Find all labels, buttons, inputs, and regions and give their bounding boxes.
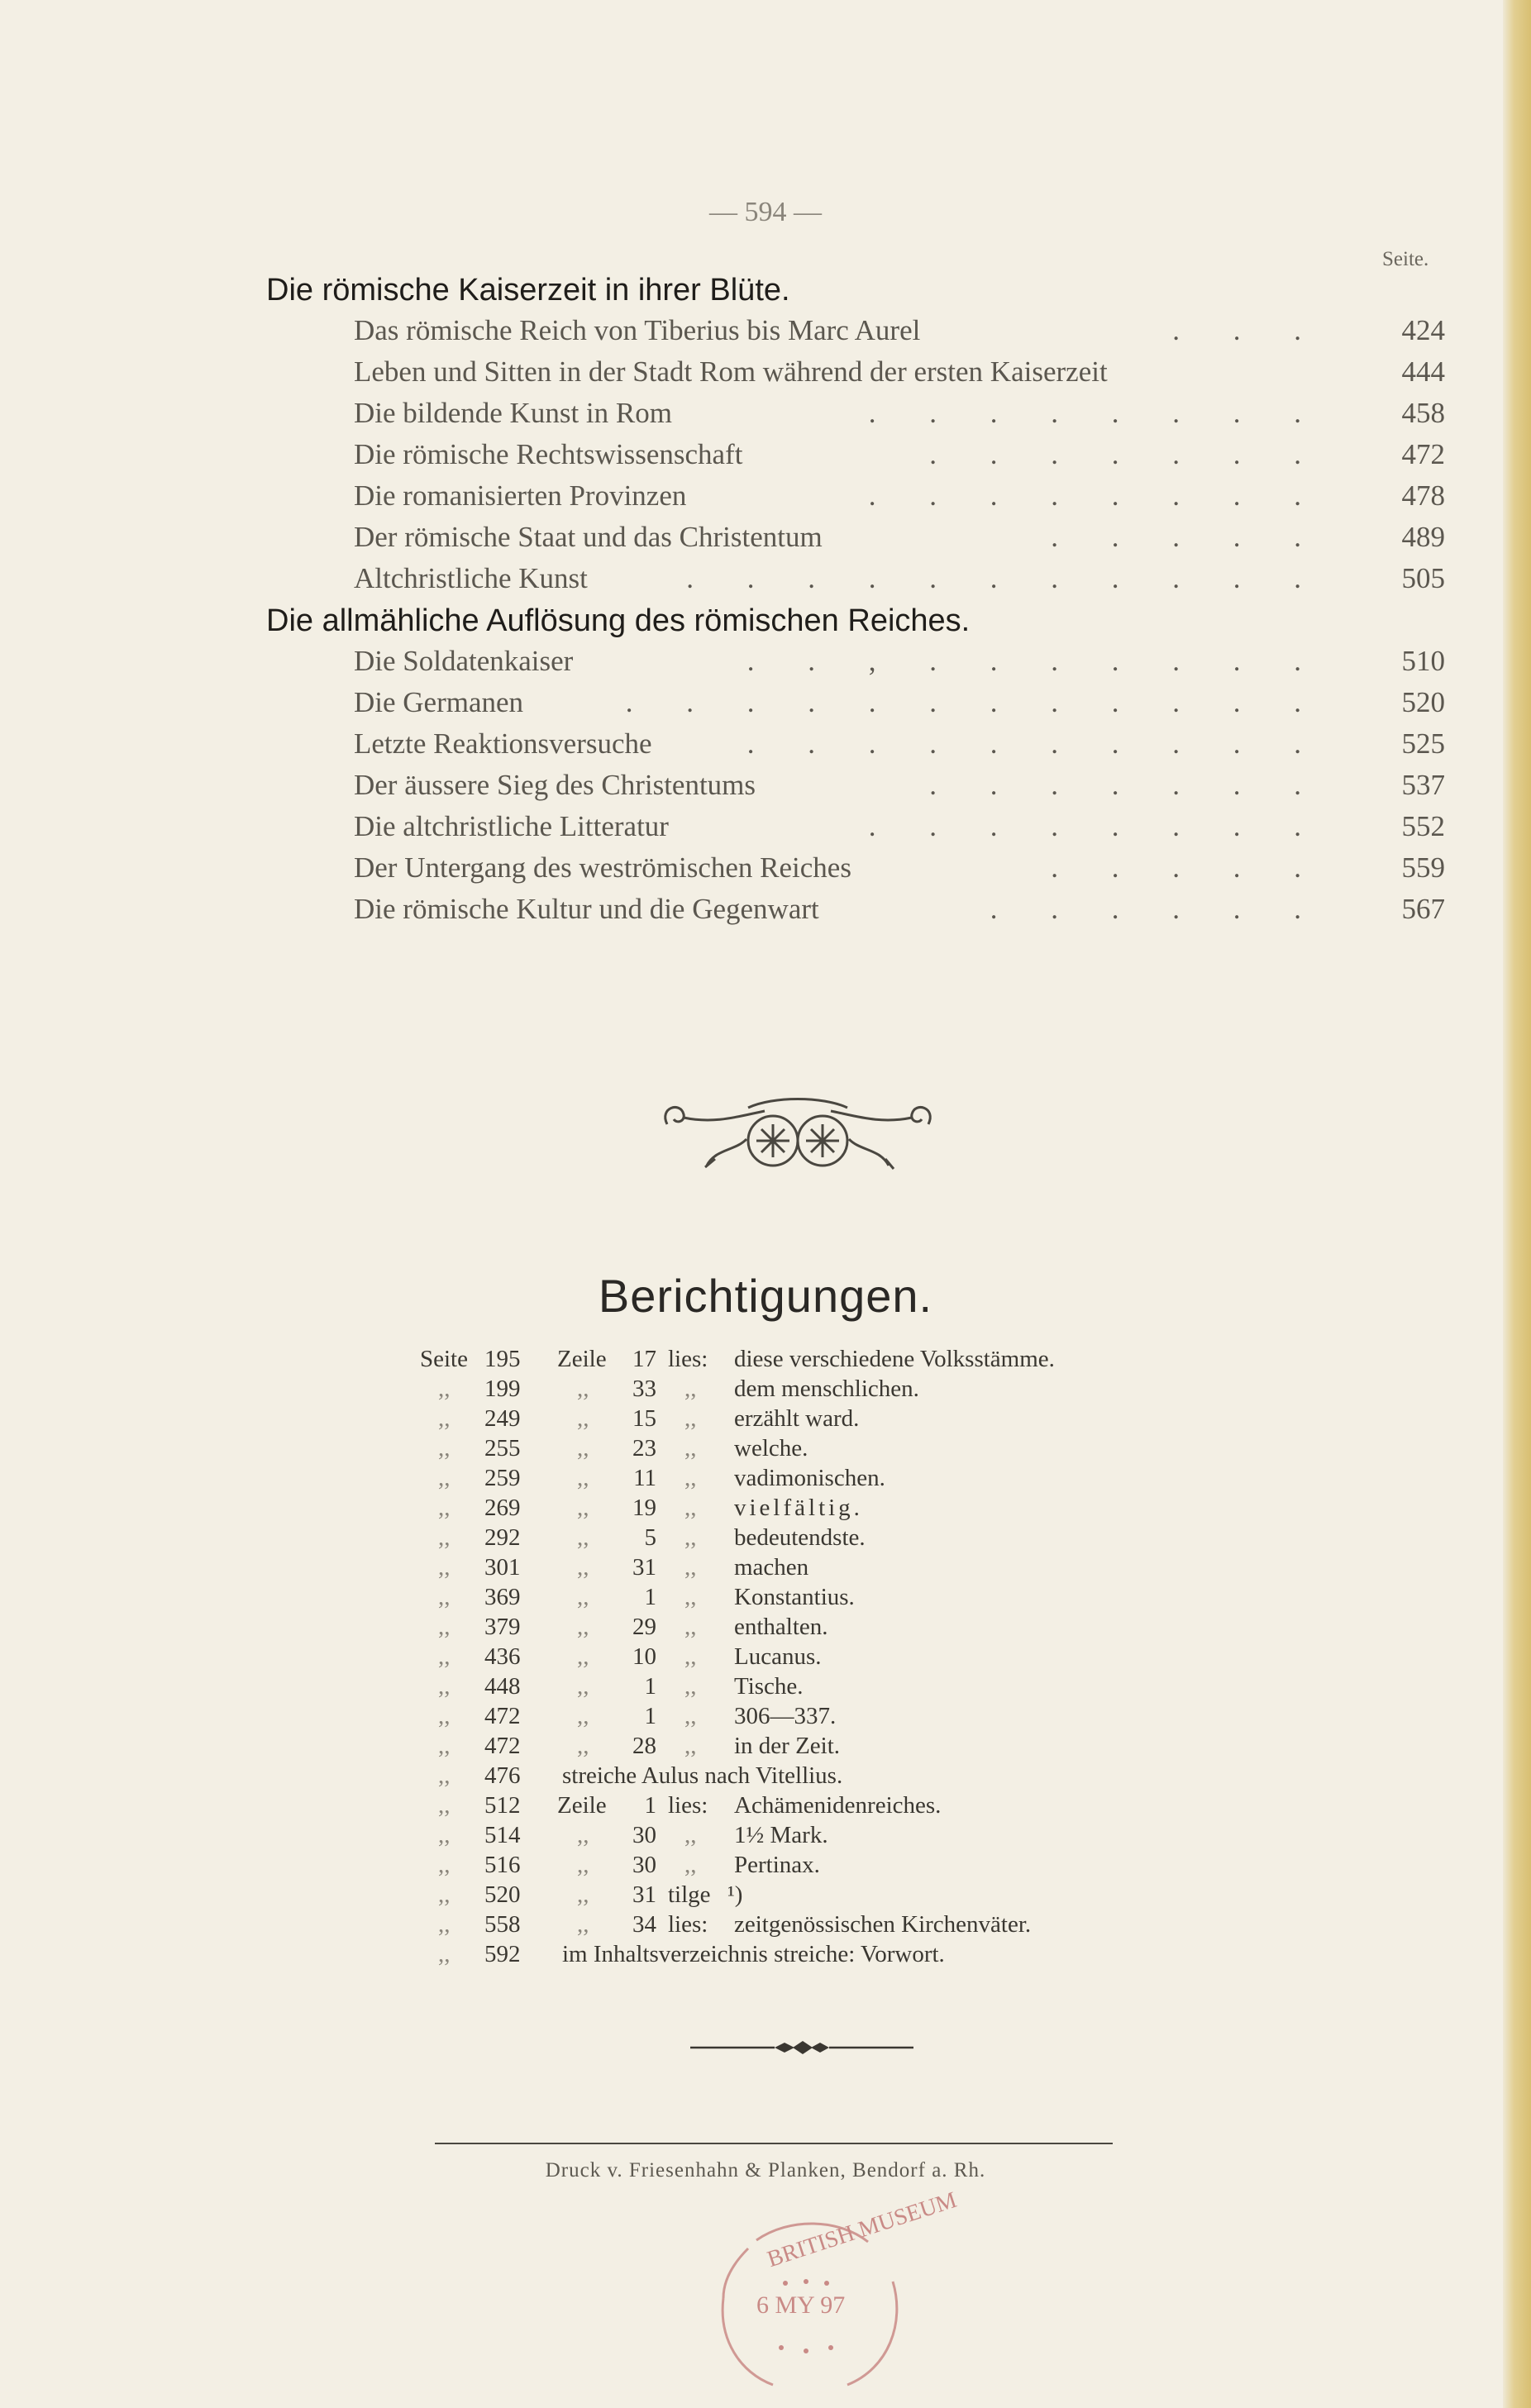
ditto-mark: ,,	[684, 1554, 697, 1581]
errata-line: 23	[632, 1435, 656, 1461]
ditto-mark: ,,	[577, 1524, 589, 1551]
ditto-mark: ,,	[438, 1643, 451, 1670]
errata-row	[0, 1881, 1531, 1911]
toc-section-title: Die allmähliche Auflösung des römischen Reiches.	[266, 603, 971, 638]
errata-page: 379	[484, 1614, 521, 1640]
errata-line: 34	[632, 1911, 656, 1938]
errata-row	[0, 1822, 1531, 1852]
toc-entry	[354, 810, 1445, 851]
ditto-mark: ,,	[577, 1673, 589, 1700]
errata-correction: vadimonischen.	[734, 1465, 885, 1491]
errata-row	[0, 1495, 1531, 1524]
toc-entry	[354, 727, 1445, 769]
ditto-mark: ,,	[438, 1524, 451, 1551]
ditto-mark: ,,	[438, 1584, 451, 1610]
ditto-mark: ,,	[577, 1405, 589, 1432]
leader-dots: . . , . . . . . . .	[746, 645, 1324, 677]
errata-line: 1	[644, 1584, 656, 1610]
toc-entry-page: 444	[1401, 355, 1445, 388]
toc-entry	[354, 645, 1445, 686]
errata-row	[0, 1703, 1531, 1733]
ditto-mark: ,,	[684, 1435, 697, 1461]
ditto-mark: ,,	[438, 1495, 451, 1521]
ditto-mark: ,,	[684, 1524, 697, 1551]
errata-lies: lies:	[668, 1792, 708, 1819]
errata-row	[0, 1376, 1531, 1405]
errata-correction: Lucanus.	[734, 1643, 822, 1670]
errata-seite: Seite	[420, 1346, 468, 1372]
errata-correction: streiche Aulus nach Vitellius.	[562, 1762, 843, 1789]
toc-entry-title: Altchristliche Kunst	[354, 562, 588, 594]
errata-row	[0, 1614, 1531, 1643]
errata-correction: welche.	[734, 1435, 808, 1461]
page-number: — 594 —	[709, 197, 822, 227]
errata-row	[0, 1554, 1531, 1584]
errata-correction: vielfältig.	[734, 1495, 863, 1521]
toc-entry-page: 472	[1401, 438, 1445, 470]
ditto-mark: ,,	[438, 1762, 451, 1789]
errata-correction: Achämenidenreiches.	[734, 1792, 942, 1819]
errata-correction: 1½ Mark.	[734, 1822, 828, 1848]
ditto-mark: ,,	[577, 1643, 589, 1670]
errata-correction: Konstantius.	[734, 1584, 855, 1610]
errata-correction: machen	[734, 1554, 809, 1581]
ditto-mark: ,,	[684, 1495, 697, 1521]
ditto-mark: ,,	[684, 1614, 697, 1640]
errata-row	[0, 1941, 1531, 1971]
errata-correction: ¹)	[727, 1881, 743, 1908]
errata-page: 199	[484, 1376, 521, 1402]
toc-entry	[354, 355, 1445, 397]
toc-entry-title: Die römische Rechtswissenschaft	[354, 438, 743, 470]
errata-line: 10	[632, 1643, 656, 1670]
errata-page: 512	[484, 1792, 521, 1819]
errata-correction: zeitgenössischen Kirchenväter.	[734, 1911, 1032, 1938]
leader-dots: . . . . . . .	[929, 769, 1324, 801]
toc-entry-title: Die römische Kultur und die Gegenwart	[354, 893, 819, 925]
errata-row	[0, 1643, 1531, 1673]
ditto-mark: ,,	[438, 1465, 451, 1491]
errata-page: 448	[484, 1673, 521, 1700]
toc-entry-title: Die Germanen	[354, 686, 524, 718]
errata-correction: Pertinax.	[734, 1852, 820, 1878]
leader-dots: . . . . . . . . . . .	[686, 562, 1324, 594]
ditto-mark: ,,	[684, 1703, 697, 1729]
ditto-mark: ,,	[577, 1852, 589, 1878]
printer-imprint: Druck v. Friesenhahn & Planken, Bendorf a. Rh.	[545, 2159, 986, 2182]
errata-line: 19	[632, 1495, 656, 1521]
ditto-mark: ,,	[577, 1822, 589, 1848]
ditto-mark: ,,	[684, 1852, 697, 1878]
errata-line: 31	[632, 1881, 656, 1908]
toc-entry-page: 424	[1401, 314, 1445, 346]
errata-page: 259	[484, 1465, 521, 1491]
errata-title: Berichtigungen.	[598, 1270, 933, 1322]
errata-line: 30	[632, 1852, 656, 1878]
ditto-mark: ,,	[577, 1435, 589, 1461]
toc-entry	[354, 893, 1445, 934]
ditto-mark: ,,	[438, 1733, 451, 1759]
errata-row	[0, 1584, 1531, 1614]
library-stamp-icon	[699, 2186, 961, 2401]
errata-page: 592	[484, 1941, 521, 1967]
stamp-date: 6 MY 97	[756, 2291, 846, 2319]
ditto-mark: ,,	[438, 1911, 451, 1938]
leader-dots: . . .	[1172, 314, 1324, 346]
toc-entry-page: 510	[1401, 645, 1445, 677]
errata-page: 558	[484, 1911, 521, 1938]
ditto-mark: ,,	[684, 1673, 697, 1700]
ditto-mark: ,,	[577, 1376, 589, 1402]
ditto-mark: ,,	[577, 1733, 589, 1759]
errata-correction: im Inhaltsverzeichnis streiche: Vorwort.	[562, 1941, 945, 1967]
ditto-mark: ,,	[684, 1584, 697, 1610]
toc-entry-page: 505	[1401, 562, 1445, 594]
errata-row	[0, 1733, 1531, 1762]
toc-entry-page: 559	[1401, 851, 1445, 884]
toc-entry	[354, 521, 1445, 562]
ditto-mark: ,,	[438, 1881, 451, 1908]
leader-dots: . . . . .	[1051, 851, 1324, 884]
errata-page: 520	[484, 1881, 521, 1908]
ditto-mark: ,,	[684, 1733, 697, 1759]
toc-entry-page: 552	[1401, 810, 1445, 842]
page-edge	[1503, 0, 1531, 2408]
errata-lies: lies:	[668, 1911, 708, 1938]
toc-entry	[354, 397, 1445, 438]
errata-row	[0, 1346, 1531, 1376]
toc-entry	[354, 686, 1445, 727]
ditto-mark: ,,	[684, 1822, 697, 1848]
divider-swash-icon	[690, 2038, 913, 2058]
toc-entry-title: Die bildende Kunst in Rom	[354, 397, 672, 429]
stamp-arc-text: BRITISH MUSEUM	[764, 2186, 961, 2273]
toc-entry-page: 520	[1401, 686, 1445, 718]
toc-entry-title: Die Soldatenkaiser	[354, 645, 574, 677]
leader-dots: . . . . . . . .	[868, 479, 1324, 512]
ditto-mark: ,,	[438, 1941, 451, 1967]
errata-line: 1	[644, 1673, 656, 1700]
errata-lies: tilge	[668, 1881, 711, 1908]
errata-page: 195	[484, 1346, 521, 1372]
errata-correction: bedeutendste.	[734, 1524, 866, 1551]
errata-line: 5	[644, 1524, 656, 1551]
ditto-mark: ,,	[577, 1881, 589, 1908]
toc-entry-page: 458	[1401, 397, 1445, 429]
ditto-mark: ,,	[438, 1822, 451, 1848]
ditto-mark: ,,	[438, 1435, 451, 1461]
ditto-mark: ,,	[438, 1673, 451, 1700]
errata-correction: Tische.	[734, 1673, 804, 1700]
ditto-mark: ,,	[577, 1554, 589, 1581]
errata-line: 15	[632, 1405, 656, 1432]
toc-entry-title: Der römische Staat und das Christentum	[354, 521, 823, 553]
errata-row	[0, 1405, 1531, 1435]
errata-page: 472	[484, 1703, 521, 1729]
errata-row	[0, 1524, 1531, 1554]
ditto-mark: ,,	[438, 1376, 451, 1402]
toc-entry	[354, 438, 1445, 479]
errata-page: 301	[484, 1554, 521, 1581]
ditto-mark: ,,	[577, 1703, 589, 1729]
errata-zeile: Zeile	[557, 1792, 607, 1819]
errata-page: 516	[484, 1852, 521, 1878]
ditto-mark: ,,	[438, 1614, 451, 1640]
leader-dots: . . . . . . . . . . . .	[625, 686, 1324, 718]
ditto-mark: ,,	[438, 1792, 451, 1819]
errata-row	[0, 1852, 1531, 1881]
toc-entry	[354, 769, 1445, 810]
leader-dots: . . . . . . . .	[868, 810, 1324, 842]
errata-row	[0, 1792, 1531, 1822]
errata-page: 249	[484, 1405, 521, 1432]
errata-row	[0, 1673, 1531, 1703]
seite-column-header: Seite.	[1382, 248, 1429, 270]
errata-lies: lies:	[668, 1346, 708, 1372]
leader-dots: . . . . .	[1051, 521, 1324, 553]
toc-entry	[354, 851, 1445, 893]
errata-correction: diese verschiedene Volksstämme.	[734, 1346, 1055, 1372]
ditto-mark: ,,	[684, 1465, 697, 1491]
ditto-mark: ,,	[438, 1703, 451, 1729]
leader-dots: . . . . . .	[990, 893, 1324, 925]
errata-zeile: Zeile	[557, 1346, 607, 1372]
toc-entry	[354, 479, 1445, 521]
errata-page: 255	[484, 1435, 521, 1461]
toc-section-title: Die römische Kaiserzeit in ihrer Blüte.	[266, 273, 790, 308]
errata-page: 369	[484, 1584, 521, 1610]
ditto-mark: ,,	[577, 1495, 589, 1521]
toc-entry-title: Die romanisierten Provinzen	[354, 479, 687, 512]
toc-entry	[354, 562, 1445, 603]
toc-entry-title: Letzte Reaktionsversuche	[354, 727, 652, 760]
ditto-mark: ,,	[684, 1376, 697, 1402]
ornament-icon	[657, 1091, 938, 1174]
errata-page: 472	[484, 1733, 521, 1759]
leader-dots: . . . . . . .	[929, 438, 1324, 470]
ditto-mark: ,,	[577, 1614, 589, 1640]
errata-row	[0, 1435, 1531, 1465]
ditto-mark: ,,	[577, 1584, 589, 1610]
errata-line: 29	[632, 1614, 656, 1640]
errata-correction: erzählt ward.	[734, 1405, 860, 1432]
toc-entry-title: Die altchristliche Litteratur	[354, 810, 669, 842]
errata-page: 476	[484, 1762, 521, 1789]
errata-row	[0, 1465, 1531, 1495]
errata-line: 1	[644, 1703, 656, 1729]
toc-entry-page: 525	[1401, 727, 1445, 760]
toc-entry-page: 537	[1401, 769, 1445, 801]
ditto-mark: ,,	[684, 1405, 697, 1432]
toc-entry-title: Das römische Reich von Tiberius bis Marc Aurel	[354, 314, 921, 346]
errata-line: 31	[632, 1554, 656, 1581]
footer-rule	[435, 2143, 1113, 2144]
errata-line: 17	[632, 1346, 656, 1372]
toc-entry-title: Leben und Sitten in der Stadt Rom während der ersten Kaiserzeit	[354, 355, 1108, 388]
errata-line: 1	[644, 1792, 656, 1819]
errata-line: 11	[633, 1465, 656, 1491]
leader-dots: . . . . . . . .	[868, 397, 1324, 429]
toc-entry-page: 567	[1401, 893, 1445, 925]
errata-line: 30	[632, 1822, 656, 1848]
errata-page: 269	[484, 1495, 521, 1521]
ditto-mark: ,,	[577, 1465, 589, 1491]
errata-page: 514	[484, 1822, 521, 1848]
errata-correction: in der Zeit.	[734, 1733, 841, 1759]
errata-correction: 306—337.	[734, 1703, 837, 1729]
toc-entry-title: Der Untergang des weströmischen Reiches	[354, 851, 851, 884]
toc-entry-title: Der äussere Sieg des Christentums	[354, 769, 756, 801]
errata-row	[0, 1762, 1531, 1792]
errata-correction: enthalten.	[734, 1614, 828, 1640]
errata-correction: dem menschlichen.	[734, 1376, 919, 1402]
errata-page: 292	[484, 1524, 521, 1551]
toc-entry-page: 489	[1401, 521, 1445, 553]
ditto-mark: ,,	[684, 1643, 697, 1670]
leader-dots: . . . . . . . . . .	[746, 727, 1324, 760]
errata-row	[0, 1911, 1531, 1941]
ditto-mark: ,,	[577, 1911, 589, 1938]
errata-page: 436	[484, 1643, 521, 1670]
ditto-mark: ,,	[438, 1852, 451, 1878]
ditto-mark: ,,	[438, 1554, 451, 1581]
ditto-mark: ,,	[438, 1405, 451, 1432]
errata-line: 28	[632, 1733, 656, 1759]
toc-entry-page: 478	[1401, 479, 1445, 512]
errata-line: 33	[632, 1376, 656, 1402]
toc-entry	[354, 314, 1445, 355]
